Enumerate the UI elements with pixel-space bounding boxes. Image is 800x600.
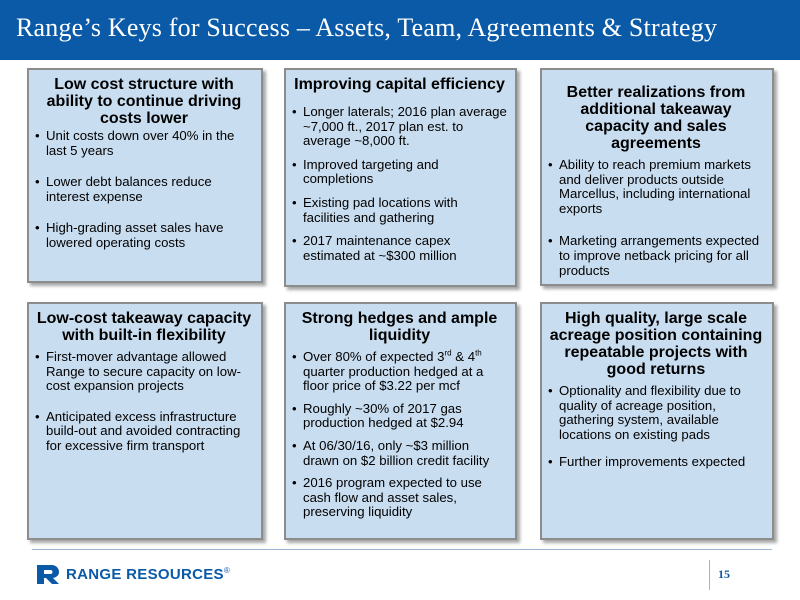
registered-mark: ® bbox=[223, 566, 231, 575]
card-title: Low-cost takeaway capacity with built-in flexibility bbox=[36, 310, 252, 344]
list-item: • Ability to reach premium markets and deliver products outside Marcellus, including international exports bbox=[548, 158, 764, 216]
page-number-divider bbox=[709, 560, 710, 590]
list-item: • First-mover advantage allowed Range to secure capacity on low-cost expansion projects bbox=[35, 350, 253, 394]
card-title: Improving capital efficiency bbox=[294, 76, 505, 93]
list-item: • Improved targeting and completions bbox=[292, 158, 507, 187]
bullet-list bbox=[292, 350, 507, 520]
list-item: • Marketing arrangements expected to improve netback pricing for all products bbox=[548, 234, 764, 278]
superscript: th bbox=[475, 348, 482, 358]
list-item: • High-grading asset sales have lowered operating costs bbox=[35, 221, 253, 250]
card-hedges-liquidity bbox=[284, 302, 517, 540]
footer-divider bbox=[32, 549, 772, 550]
bullet-list bbox=[548, 384, 764, 470]
card-low-cost-structure bbox=[27, 68, 263, 283]
card-title: Low cost structure with ability to continue driving costs lower bbox=[46, 76, 242, 127]
superscript: rd bbox=[444, 348, 452, 358]
list-item: • Anticipated excess infrastructure build-out and avoided contracting for excessive firm transport bbox=[35, 410, 253, 454]
card-title: Strong hedges and ample liquidity bbox=[301, 310, 498, 344]
company-name bbox=[66, 566, 230, 583]
bullet-text: quarter production hedged at a floor price of $3.22 per mcf bbox=[303, 363, 484, 394]
card-capital-efficiency bbox=[284, 68, 517, 287]
list-item: • Unit costs down over 40% in the last 5 years bbox=[35, 129, 253, 158]
list-item: • Longer laterals; 2016 plan average ~7,000 ft., 2017 plan est. to average ~8,000 ft. bbox=[292, 105, 507, 149]
bullet-text: & 4 bbox=[451, 349, 476, 364]
bullet-list bbox=[35, 350, 253, 454]
list-item: • 2017 maintenance capex estimated at ~$300 million bbox=[292, 234, 507, 263]
bullet-list bbox=[548, 158, 764, 278]
title-bar bbox=[0, 0, 800, 60]
card-title: High quality, large scale acreage position containing repeatable projects with good returns bbox=[549, 310, 763, 378]
company-text: RANGE RESOURCES bbox=[66, 566, 224, 583]
card-better-realizations bbox=[540, 68, 774, 286]
bullet-list bbox=[35, 129, 253, 251]
page-title: Range’s Keys for Success – Assets, Team, Agreements & Strategy bbox=[16, 13, 718, 42]
card-low-cost-takeaway bbox=[27, 302, 263, 540]
list-item: • Roughly ~30% of 2017 gas production hedged at $2.94 bbox=[292, 402, 507, 431]
range-logo-icon bbox=[35, 563, 61, 585]
card-high-quality-acreage bbox=[540, 302, 774, 540]
list-item: • Existing pad locations with facilities and gathering bbox=[292, 196, 507, 225]
list-item: • Further improvements expected bbox=[548, 455, 764, 470]
card-title: Better realizations from additional takeaway capacity and sales agreements bbox=[566, 84, 746, 152]
list-item: • Lower debt balances reduce interest expense bbox=[35, 175, 253, 204]
bullet-text: Over 80% of expected 3 bbox=[303, 349, 445, 364]
list-item: • At 06/30/16, only ~$3 million drawn on $2 billion credit facility bbox=[292, 439, 507, 468]
page-number: 15 bbox=[718, 567, 730, 581]
bullet-list bbox=[292, 105, 507, 263]
list-item bbox=[292, 350, 507, 394]
list-item: • Optionality and flexibility due to quality of acreage position, gathering system, available locations on existing pads bbox=[548, 384, 764, 442]
list-item: • 2016 program expected to use cash flow and asset sales, preserving liquidity bbox=[292, 476, 507, 520]
